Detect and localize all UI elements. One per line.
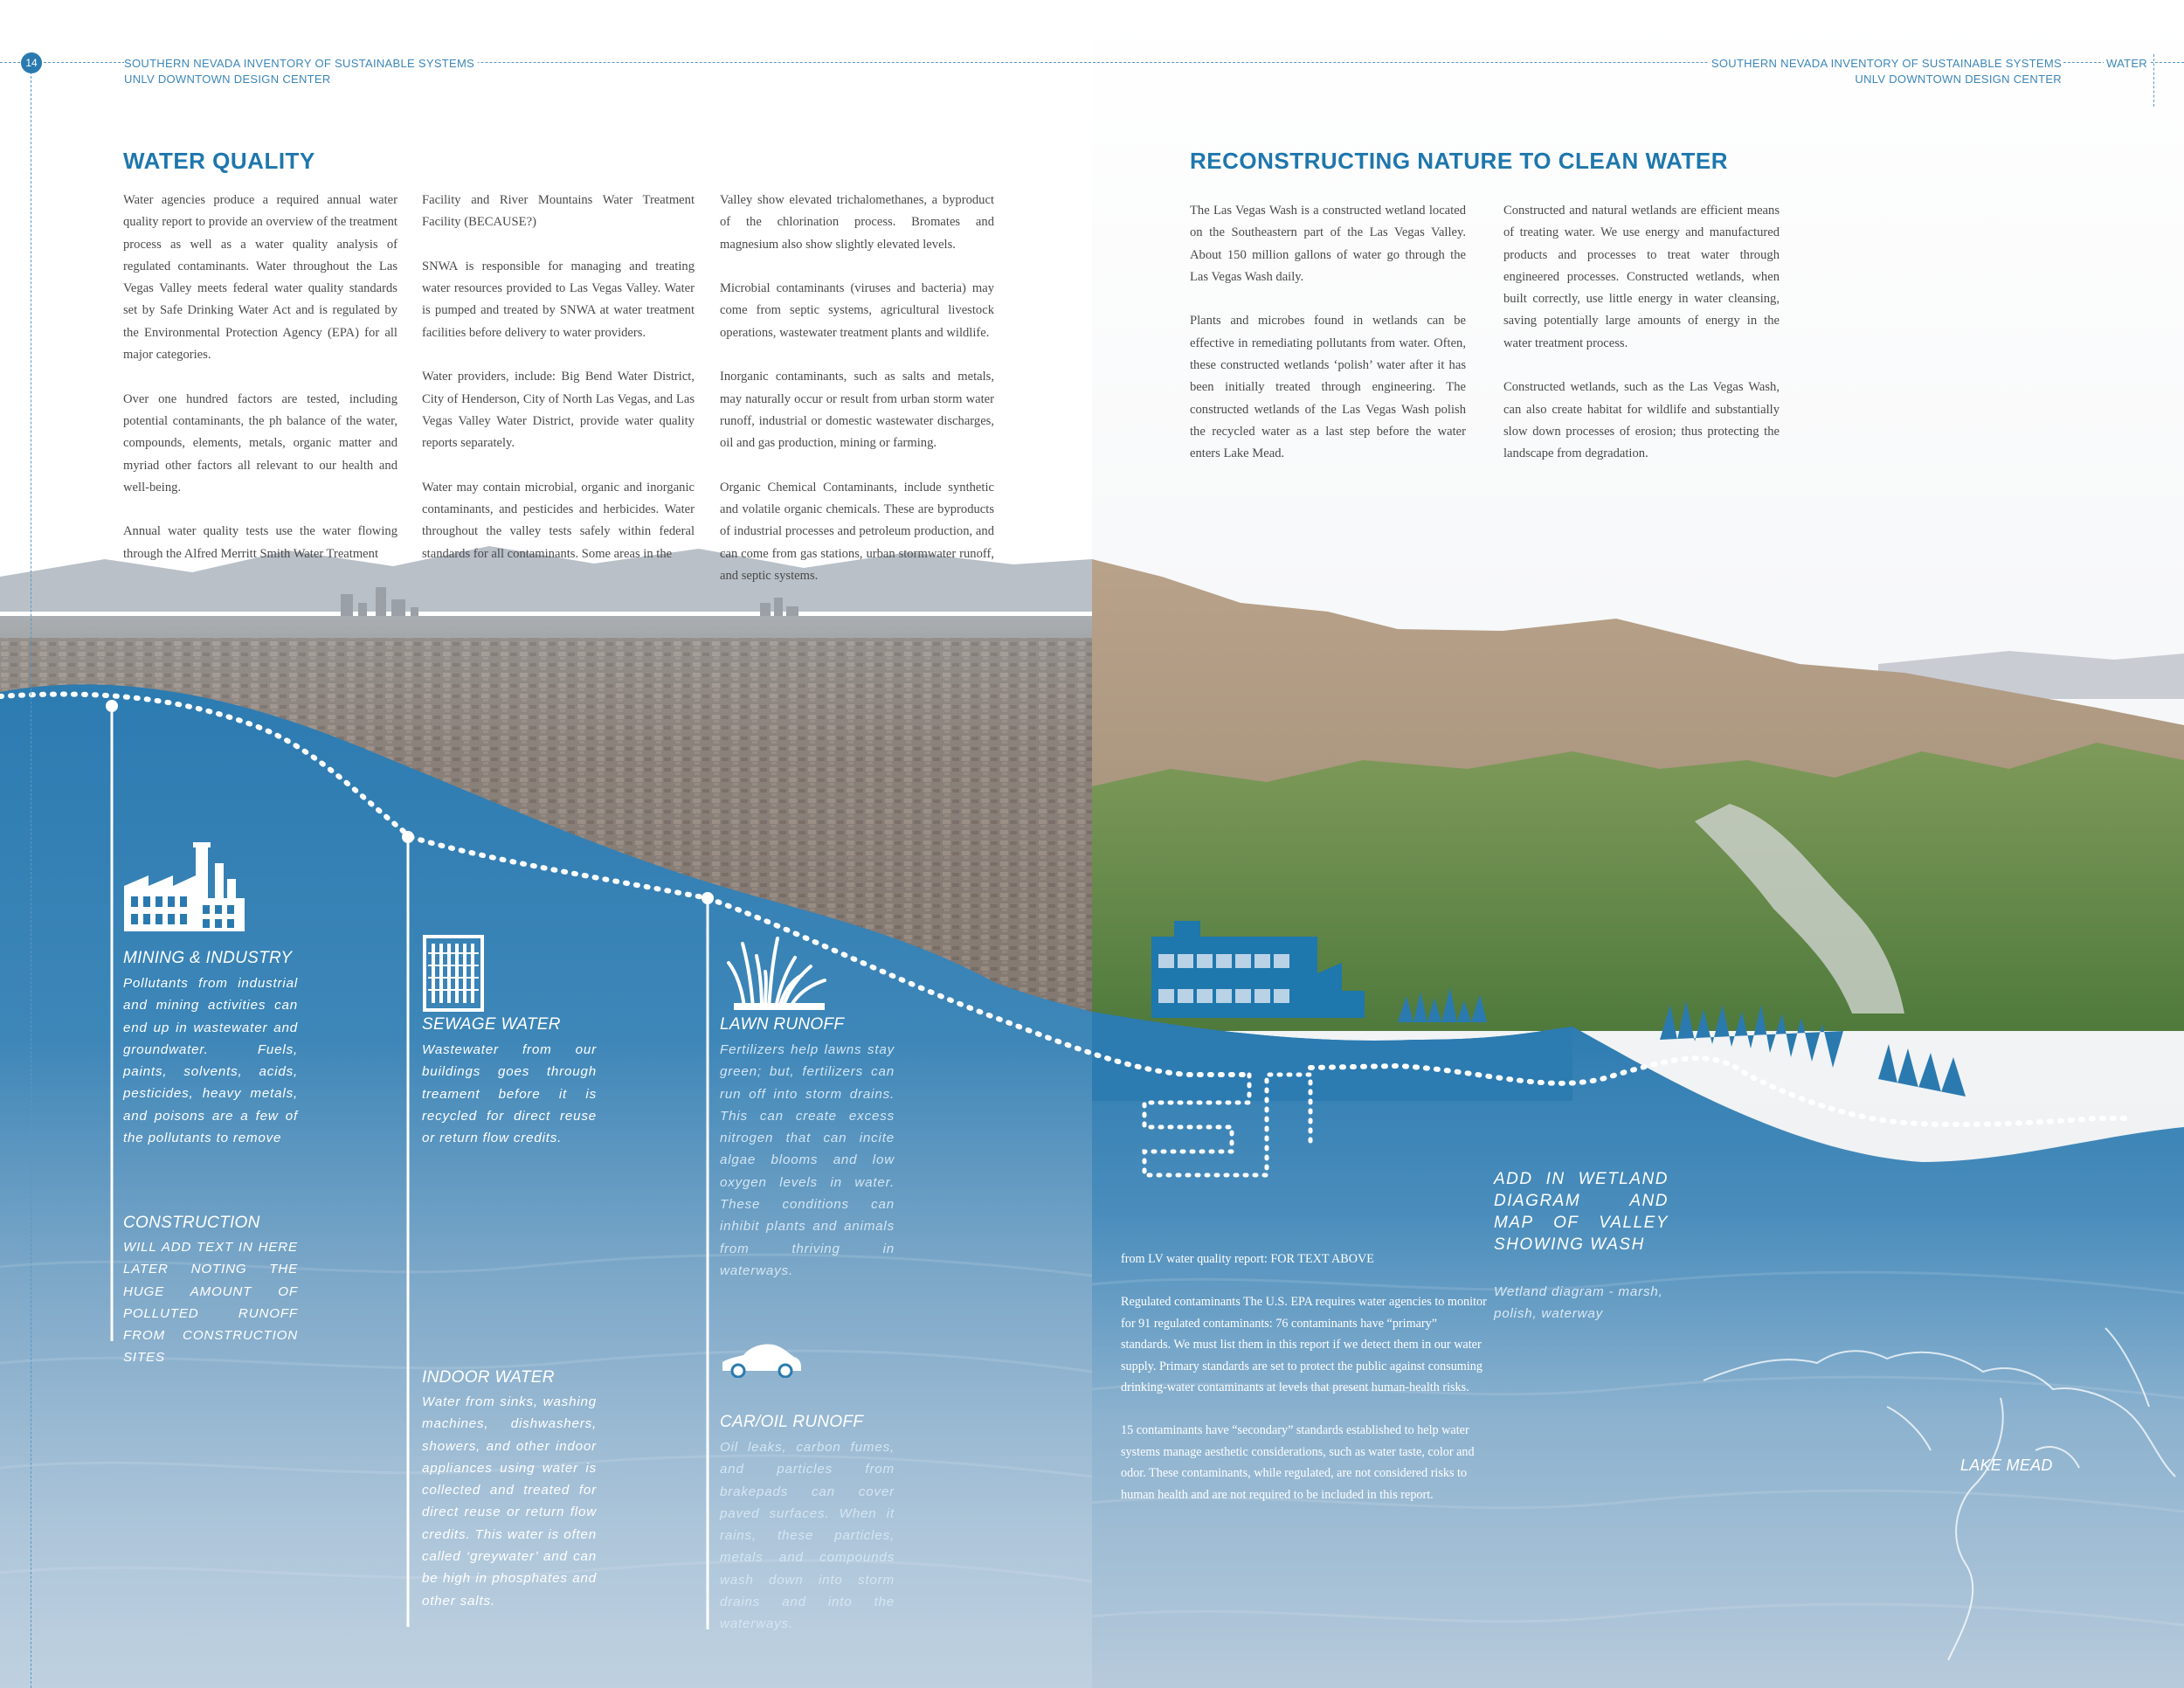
car-oil-runoff-text: Oil leaks, carbon fumes, and particles from brakepads can cover paved surfaces. When it rains, these particles, metals and compounds wash down into storm drains and into the waterways. [720, 1440, 895, 1632]
paragraph: SNWA is responsible for managing and treating water resources provided to Las Vegas Valley. Water is pumped and treated by SNWA at water treatment facilities before delivery to water providers. [422, 259, 695, 340]
sewage-water-text: Wastewater from our buildings goes through treament before it is recycled for direct reuse or return flow credits. [422, 1042, 597, 1146]
reconstructing-title: RECONSTRUCTING NATURE TO CLEAN WATER [1190, 148, 1728, 174]
lake-mead-label: LAKE MEAD [1960, 1456, 2053, 1474]
paragraph: Organic Chemical Contaminants, include synthetic and volatile organic chemicals. These are byproducts of industrial processes and petroleum production, and can come from gas stations, urban stormwater runoff, and septic systems. [720, 480, 994, 584]
water-quality-column-2 [422, 190, 695, 587]
paragraph: Constructed wetlands, such as the Las Vegas Wash, can also create habitat for wildlife and substantially slow down processes of erosion; thus protecting the landscape from degradation. [1503, 380, 1780, 461]
mining-industry-text: Pollutants from industrial and mining activities can end up in wastewater and groundwater. Fuels, paints, solvents, acids, pesticides, heavy metals, and poisons are a few of the pollutants to remove [123, 976, 298, 1146]
paragraph: Water agencies produce a required annual water quality report to provide an overview of the treatment process as well as a water quality analysis of regulated contaminants. Water throughout the Las Vegas Valley meets federal water quality standards set by Safe Drinking Water Act and is regulated by the Environmental Protection Agency (EPA) for all major categories. [123, 193, 397, 363]
note-paragraph: from LV water quality report: FOR TEXT ABOVE [1121, 1252, 1374, 1266]
factory-icon [122, 841, 245, 931]
paragraph: Over one hundred factors are tested, including potential contaminants, the ph balance of the water, compounds, elements, metals, organic matter and myriad other factors all relevant to our health and well-being. [123, 391, 397, 495]
car-oil-runoff-heading: CAR/OIL RUNOFF [720, 1413, 864, 1431]
sewage-water-heading: SEWAGE WATER [422, 1015, 561, 1034]
note-paragraph: 15 contaminants have “secondary” standards established to help water systems manage aesthetic considerations, such as water taste, color and odor. These contaminants, while regulated, are not considered risks to human health and are not required to be included in this report. [1121, 1423, 1475, 1502]
paragraph: Microbial contaminants (viruses and bacteria) may come from septic systems, agricultural livestock operations, wastewater treatment plants and wildlife. [720, 281, 994, 340]
page-number: 14 [25, 57, 38, 69]
paragraph: Constructed and natural wetlands are efficient means of treating water. We use energy and manufactured products and processes to treat water through engineered processes. Constructed wetlands, when built correctly, use little energy in water cleansing, saving potentially large amounts of energy in the water treatment process. [1503, 204, 1780, 350]
paragraph: Valley show elevated trichalomethanes, a byproduct of the chlorination process. Bromates and magnesium also show slightly elevated levels. [720, 193, 994, 252]
water-quality-title: WATER QUALITY [123, 148, 315, 174]
water-quality-column-1 [123, 190, 397, 587]
indoor-water-heading: INDOOR WATER [422, 1368, 555, 1387]
indoor-water-text: Water from sinks, washing machines, dishwashers, showers, and other indoor appliances using water is collected and treated for direct reuse or return flow credits. This water is often called ‘greywater’ and can be high in phosphates and other salts. [422, 1394, 597, 1608]
lawn-runoff-text: Fertilizers help lawns stay green; but, fertilizers can run off into storm drains. This can create excess nitrogen that can incite algae blooms and low oxygen levels in water. These conditions can inhibit plants and animals from thriving in waterways. [720, 1042, 895, 1278]
header-right-line1 [1708, 56, 2062, 71]
header-left-line1: SOUTHERN NEVADA INVENTORY OF SUSTAINABLE SYSTEMS [124, 56, 478, 71]
paragraph: Water providers, include: Big Bend Water District, City of Henderson, City of North Las Vegas, and Las Vegas Valley Water District, provide water quality reports separately. [422, 370, 695, 451]
paragraph: Annual water quality tests use the water flowing through the Alfred Merritt Smith Water Treatment [123, 524, 397, 561]
construction-text: WILL ADD TEXT IN HERE LATER NOTING THE HUGE AMOUNT OF POLLUTED RUNOFF FROM CONSTRUCTION SITES [123, 1240, 298, 1366]
paragraph: Inorganic contaminants, such as salts and metals, may naturally occur or result from urban storm water runoff, industrial or domestic wastewater discharges, oil and gas production, mining or farming. [720, 370, 994, 451]
header-left-line2: UNLV DOWNTOWN DESIGN CENTER [124, 73, 331, 86]
paragraph: Water may contain microbial, organic and inorganic contaminants, and pesticides and herbicides. Water throughout the valley tests safely within federal standards for all contaminants. Some areas in the [422, 480, 695, 561]
header-right-line2: UNLV DOWNTOWN DESIGN CENTER [1855, 73, 2062, 86]
treatment-plant-icon [1148, 917, 1366, 1018]
office-building-icon [423, 935, 484, 1012]
header-vertical-rule-right [2153, 54, 2154, 107]
page-number-badge [21, 52, 42, 73]
car-icon [719, 1341, 803, 1378]
report-note [1121, 1249, 1488, 1527]
paragraph: Facility and River Mountains Water Treatment Facility (BECAUSE?) [422, 193, 695, 230]
paragraph: Plants and microbes found in wetlands can be effective in remediating pollutants from water. Often, these constructed wetlands ‘polish’ water after it has been initially treated through engineering. The constructed wetlands of the Las Vegas Wash polish the recycled water as a last step before the water enters Lake Mead. [1190, 314, 1466, 461]
wetland-diagram-text: Wetland diagram - marsh, polish, waterway [1494, 1284, 1663, 1321]
construction-heading: CONSTRUCTION [123, 1214, 260, 1232]
wetland-diagram-heading: ADD IN WETLAND DIAGRAM AND MAP OF VALLEY SHOWING WASH [1494, 1170, 1669, 1254]
reconstructing-column-1 [1190, 200, 1466, 488]
grass-icon [727, 937, 832, 1010]
note-paragraph: Regulated contaminants The U.S. EPA requires water agencies to monitor for 91 regulated contaminants: 76 contaminants have “primary” standards. We must list them in this report if we detect them in our water supply. Primary standards are set to protect the public against consuming drinking-water contaminants at levels that present human-health risks. [1121, 1295, 1487, 1394]
reconstructing-column-2 [1503, 200, 1780, 488]
water-quality-column-3 [720, 190, 994, 610]
header-right-title: SOUTHERN NEVADA INVENTORY OF SUSTAINABLE SYSTEMS [1711, 57, 2062, 70]
header-right-section: WATER [2104, 56, 2150, 71]
mining-industry-heading: MINING & INDUSTRY [123, 949, 293, 967]
lawn-runoff-heading: LAWN RUNOFF [720, 1015, 845, 1034]
paragraph: The Las Vegas Wash is a constructed wetland located on the Southeastern part of the Las Vegas Valley. About 150 million gallons of water go through the Las Vegas Wash daily. [1190, 204, 1466, 284]
